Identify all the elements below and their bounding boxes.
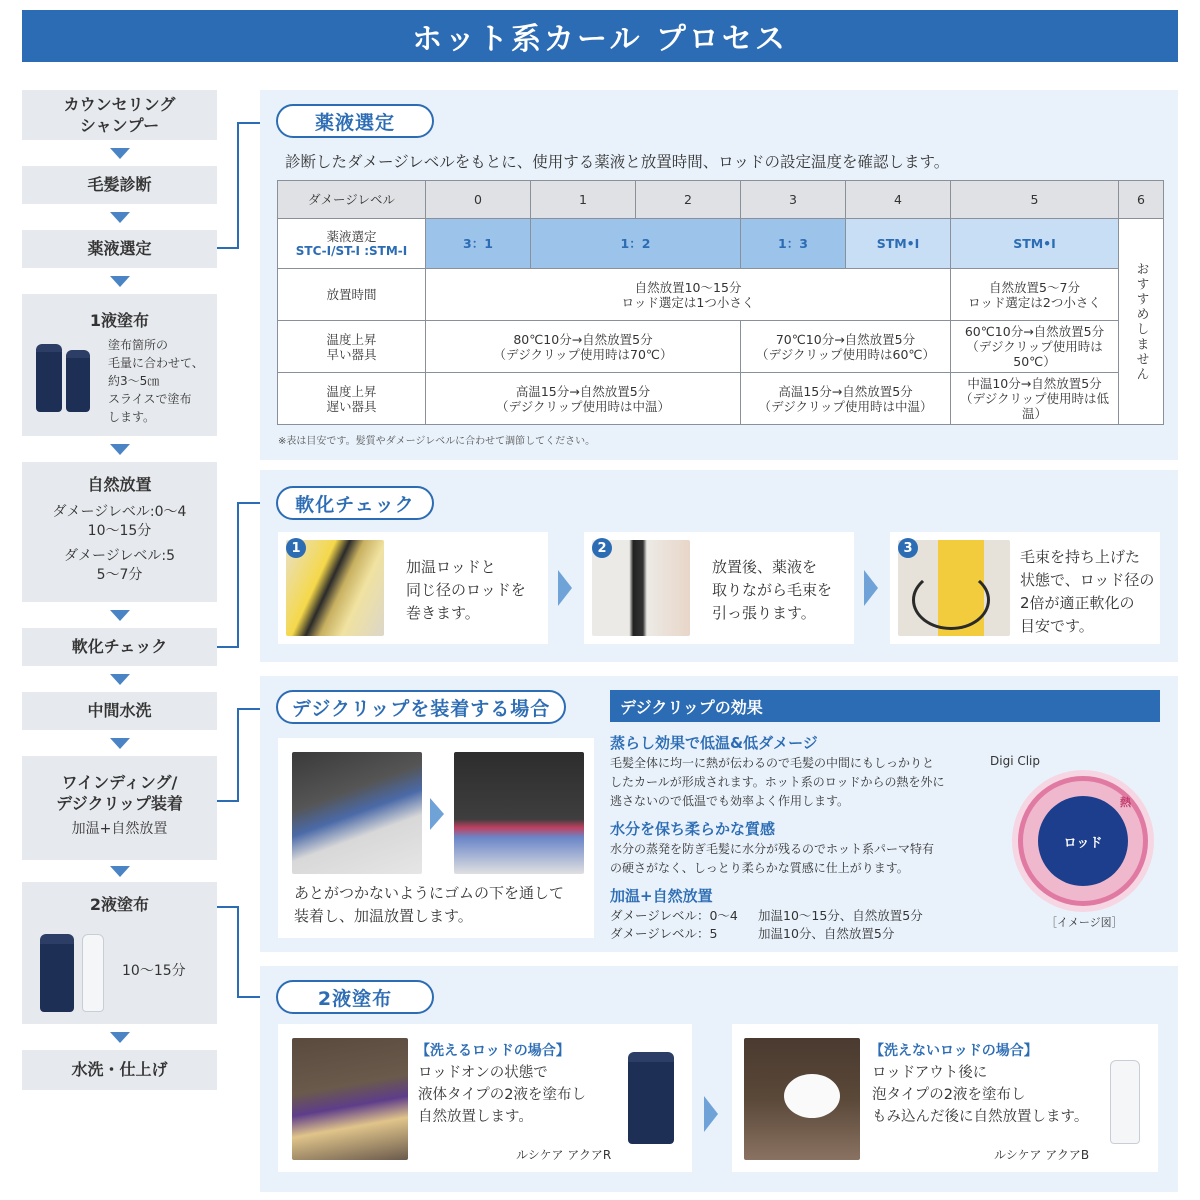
damage-level-text: ダメージレベル:0〜4 bbox=[52, 504, 187, 520]
arrow-down-icon bbox=[110, 212, 130, 223]
damage-level-text: ダメージレベル：0〜4 bbox=[610, 908, 738, 923]
step-description: 塗布箇所の 毛量に合わせて、 約3〜5㎝ スライスで塗布 します。 bbox=[108, 338, 204, 424]
table-cell: 70℃10分→自然放置5分 （デジクリップ使用時は60℃） bbox=[741, 321, 951, 373]
rod-on-photo bbox=[292, 1038, 408, 1160]
step-softening-check bbox=[22, 628, 217, 666]
section-pill-second-solution: 2液塗布 bbox=[276, 980, 434, 1014]
page-title: ホット系カール プロセス bbox=[22, 10, 1178, 62]
table-cell: 高温15分→自然放置5分 （デジクリップ使用時は中温） bbox=[741, 373, 951, 425]
chevron-right-icon bbox=[430, 798, 444, 830]
table-cell: 80℃10分→自然放置5分 （デジクリップ使用時は70℃） bbox=[426, 321, 741, 373]
table-cell bbox=[278, 219, 426, 269]
arrow-down-icon bbox=[110, 1032, 130, 1043]
arrow-down-icon bbox=[110, 276, 130, 287]
section-description: 診断したダメージレベルをもとに、使用する薬液と放置時間、ロッドの設定温度を確認します。 bbox=[285, 153, 950, 171]
bottle-icon bbox=[66, 350, 90, 412]
step-second-solution bbox=[22, 882, 217, 1024]
spray-can-icon bbox=[82, 934, 104, 1012]
table-header: ダメージレベル bbox=[278, 181, 426, 219]
digiclip-photo-1 bbox=[292, 752, 422, 874]
effect-text: 毛髪全体に均一に熱が伝わるので毛髪の中間にもしっかりと したカールが形成されます。ホット系のロッドからの熱を外に 逃さないので低温でも効率よく作用します。 bbox=[610, 756, 945, 808]
washable-text: ロッドオンの状態で 液体タイプの2液を塗布し 自然放置します。 bbox=[418, 1065, 586, 1125]
step-label: 1液塗布 bbox=[89, 311, 150, 330]
step-label: カウンセリング シャンプー bbox=[63, 95, 176, 135]
step-label: ワインディング/ デジクリップ装着 bbox=[56, 773, 183, 813]
time-text: 5〜7分 bbox=[96, 567, 143, 583]
digiclip-label: Digi Clip bbox=[990, 754, 1041, 768]
step-number-badge: 1 bbox=[286, 538, 306, 558]
foam-apply-photo bbox=[744, 1038, 860, 1160]
table-cell: 自然放置10〜15分 ロッド選定は1つ小さく bbox=[426, 269, 951, 321]
step-chemical-selection bbox=[22, 230, 217, 268]
washable-heading: 【洗えるロッドの場合】 bbox=[416, 1043, 570, 1059]
time-text: 10〜15分 bbox=[87, 523, 152, 539]
connector-line bbox=[217, 502, 239, 648]
softening-card-1 bbox=[278, 532, 548, 644]
non-washable-text: ロッドアウト後に 泡タイプの2液を塗布し もみ込んだ後に自然放置します。 bbox=[872, 1065, 1089, 1125]
arrow-down-icon bbox=[110, 674, 130, 685]
chevron-right-icon bbox=[704, 1096, 718, 1132]
step-label: 薬液選定 bbox=[87, 239, 152, 258]
step-winding bbox=[22, 756, 217, 860]
connector-line bbox=[217, 708, 239, 802]
table-cell: 60℃10分→自然放置5分 （デジクリップ使用時は50℃） bbox=[951, 321, 1119, 373]
effect-heading: 蒸らし効果で低温&低ダメージ bbox=[610, 734, 818, 752]
step-label: 自然放置 bbox=[87, 475, 152, 494]
table-cell: 高温15分→自然放置5分 （デジクリップ使用時は中温） bbox=[426, 373, 741, 425]
time-text: 10〜15分 bbox=[122, 963, 186, 979]
step-counseling bbox=[22, 90, 217, 140]
effect-heading: 水分を保ち柔らかな質感 bbox=[610, 820, 776, 838]
table-cell: 1：3 bbox=[741, 219, 846, 269]
card-text: 放置後、薬液を 取りながら毛束を 引っ張ります。 bbox=[712, 558, 833, 622]
step-intermediate-rinse bbox=[22, 692, 217, 730]
rod-label: ロッド bbox=[1063, 836, 1103, 851]
table-header: 5 bbox=[951, 181, 1119, 219]
heat-label: 熱 bbox=[1120, 796, 1131, 809]
table-header: 2 bbox=[636, 181, 741, 219]
bottle-icon bbox=[40, 934, 74, 1012]
table-header: 0 bbox=[426, 181, 531, 219]
table-cell: 3：1 bbox=[426, 219, 531, 269]
spray-can-icon bbox=[1110, 1060, 1140, 1144]
step-number-badge: 3 bbox=[898, 538, 918, 558]
connector-line bbox=[217, 906, 239, 998]
table-header: 6 bbox=[1119, 181, 1164, 219]
arrow-down-icon bbox=[110, 148, 130, 159]
step-hair-diagnosis bbox=[22, 166, 217, 204]
row-label: 薬液選定 bbox=[326, 228, 377, 244]
chevron-right-icon bbox=[558, 570, 572, 606]
washable-rod-card bbox=[278, 1024, 692, 1172]
table-cell: 中温10分→自然放置5分 （デジクリップ使用時は低温） bbox=[951, 373, 1119, 425]
digiclip-photo-2 bbox=[454, 752, 584, 874]
step-sub: 加温+自然放置 bbox=[71, 821, 168, 837]
table-note: ※表は目安です。髪質やダメージレベルに合わせて調節してください。 bbox=[278, 436, 596, 447]
table-header: 1 bbox=[531, 181, 636, 219]
softening-card-2 bbox=[584, 532, 854, 644]
arrow-down-icon bbox=[110, 738, 130, 749]
step-label: 軟化チェック bbox=[71, 637, 168, 656]
row-label: 温度上昇 遅い器具 bbox=[278, 373, 426, 425]
damage-level-text: ダメージレベル：5 bbox=[610, 926, 718, 941]
bottle-icon bbox=[628, 1052, 674, 1144]
section-pill-chemical-selection: 薬液選定 bbox=[276, 104, 434, 138]
card-text: 加温ロッドと 同じ径のロッドを 巻きます。 bbox=[406, 558, 526, 622]
digiclip-caption: あとがつかないようにゴムの下を通して 装着し、加温放置します。 bbox=[294, 884, 565, 925]
effect-text: 水分の蒸発を防ぎ毛髪に水分が残るのでホット系パーマ特有 の硬さがなく、しっとり柔らかな質感に仕上がります。 bbox=[610, 842, 935, 875]
table-cell: STM•I bbox=[846, 219, 951, 269]
row-label-sub: STC-I/ST-I :STM-I bbox=[295, 243, 408, 258]
product-name: ルシケア アクアB bbox=[994, 1148, 1090, 1162]
table-header: 3 bbox=[741, 181, 846, 219]
softening-card-3 bbox=[890, 532, 1160, 644]
step-label: 中間水洗 bbox=[87, 701, 152, 720]
arrow-down-icon bbox=[110, 866, 130, 877]
time-text: 加温10分、自然放置5分 bbox=[758, 926, 895, 941]
arrow-down-icon bbox=[110, 610, 130, 621]
product-name: ルシケア アクアR bbox=[516, 1148, 612, 1162]
step-natural-rest bbox=[22, 462, 217, 602]
bottle-icon bbox=[36, 344, 62, 412]
table-cell: 1：2 bbox=[531, 219, 741, 269]
step-label: 水洗・仕上げ bbox=[71, 1060, 168, 1079]
card-text: 毛束を持ち上げた 状態で、ロッド径の 2倍が適正軟化の 目安です。 bbox=[1020, 548, 1155, 635]
image-note: ［イメージ図］ bbox=[1046, 916, 1123, 929]
table-cell: 自然放置5〜7分 ロッド選定は2つ小さく bbox=[951, 269, 1119, 321]
damage-level-text: ダメージレベル:5 bbox=[64, 548, 175, 564]
row-label: 温度上昇 早い器具 bbox=[278, 321, 426, 373]
damage-level-table bbox=[277, 180, 1164, 425]
digiclip-photo-card bbox=[278, 738, 594, 938]
not-recommended-cell: おすすめしません bbox=[1119, 219, 1164, 425]
non-washable-heading: 【洗えないロッドの場合】 bbox=[870, 1043, 1038, 1059]
effect-heading: 加温+自然放置 bbox=[610, 887, 713, 905]
step-label: 毛髪診断 bbox=[87, 175, 152, 194]
step-rinse-finish bbox=[22, 1050, 217, 1090]
section-pill-softening-check: 軟化チェック bbox=[276, 486, 434, 520]
arrow-down-icon bbox=[110, 444, 130, 455]
section-pill-digiclip: デジクリップを装着する場合 bbox=[276, 690, 566, 724]
step-label: 2液塗布 bbox=[89, 895, 150, 914]
digiclip-effect-header: デジクリップの効果 bbox=[610, 690, 1160, 722]
row-label: 放置時間 bbox=[278, 269, 426, 321]
non-washable-rod-card bbox=[732, 1024, 1158, 1172]
chevron-right-icon bbox=[864, 570, 878, 606]
connector-line bbox=[217, 122, 239, 249]
step-first-solution bbox=[22, 294, 217, 436]
digiclip-diagram bbox=[1012, 770, 1154, 912]
table-cell: STM•I bbox=[951, 219, 1119, 269]
time-text: 加温10〜15分、自然放置5分 bbox=[758, 908, 923, 923]
step-number-badge: 2 bbox=[592, 538, 612, 558]
table-header: 4 bbox=[846, 181, 951, 219]
